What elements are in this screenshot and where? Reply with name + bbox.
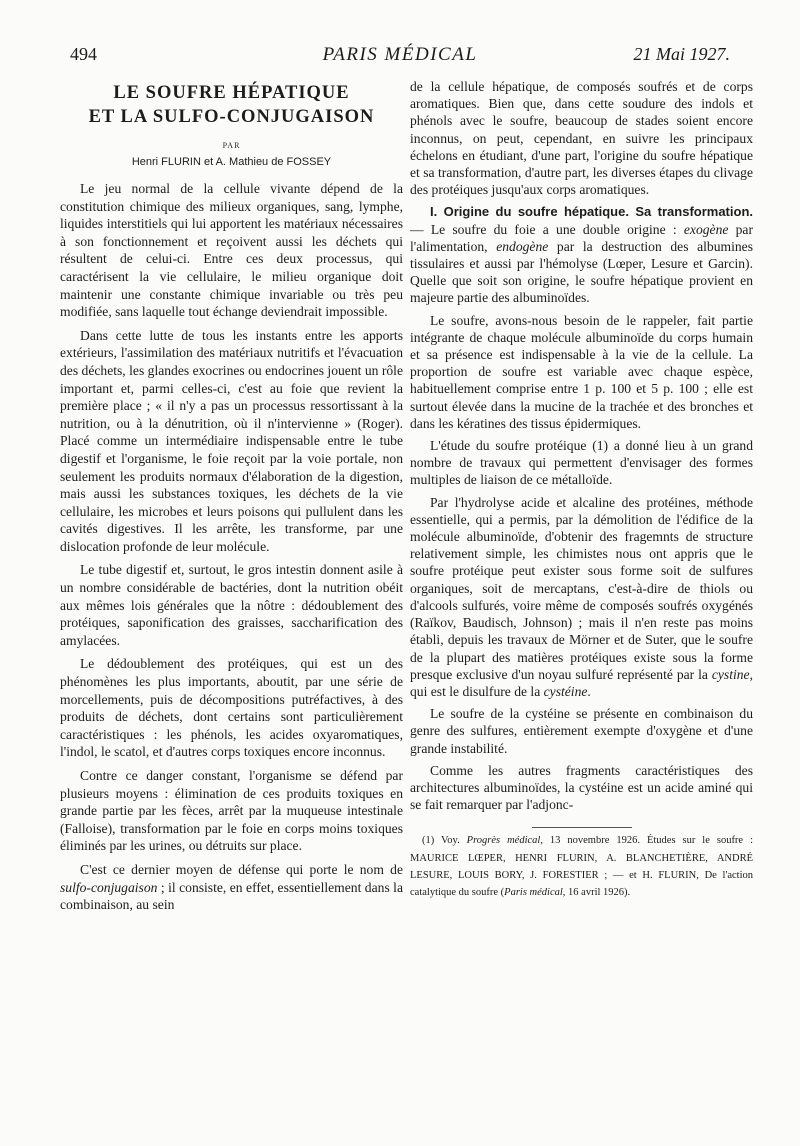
text-run: ; il consiste, en effet, essentiellement dans la combinaison, au sein (60, 879, 403, 913)
text-run: par l'alimentation, (410, 221, 753, 254)
text-run: par la destruction des albumines tissulaires et aussi par l'hémolyse (Lœper, Lesure et Garcin). Quelle que soit son origine, le soufre hépatique provient en majeure partie des albuminoïdes. (410, 238, 753, 306)
paragraph: Dans cette lutte de tous les instants entre les apports extérieurs, l'assimilation des matériaux nutritifs et l'évacuation des déchets, les glandes exocrines ou endocrines jouent un rôle important et, parmi celles-ci, c'est au foie que revient la première place ; « il n'y a pas un processus ressortissant à la nutrition, ou à la dénutrition, où il n'intervienne » (Roger). Placé comme un intermédiaire indispensable entre le tube digestif et l'organisme, le foie reçoit par la voie portale, non seulement les produits normaux d'élaboration de la digestion, mais aussi les substances toxiques, les déchets de la vie cellulaire, les microbes et leurs poisons qui pullulent dans les cavités digestives. Il les arrête, les transforme, par une dislocation profonde de leur molécule. (60, 327, 403, 554)
section-heading: I. Origine du soufre hépatique. Sa transformation. (430, 204, 753, 220)
paragraph: de la cellule hépatique, de composés soufrés et de corps aromatiques. Bien que, dans cette soudure des indols et phénols avec le soufre, beaucoup de stades soient encore inconnus, on peut, cependant, en suivre les principaux échelons en étudiant, d'une part, l'origine du soufre hépatique et sa transformation, d'autre part, les diverses étapes du clivage des protéiques jusqu'aux corps aromatiques. (410, 79, 753, 198)
text-run: — Le soufre du foie a une double origine : (410, 221, 684, 237)
paragraph (410, 494, 753, 700)
term-sulfo-conjugaison: sulfo-conjugaison (60, 879, 158, 895)
paragraph (60, 861, 403, 914)
paragraph: Le soufre de la cystéine se présente en combinaison du genre des sulfures, entièrement exempte d'oxygène et d'une grande instabilité. (410, 706, 753, 756)
paragraph: Le tube digestif et, surtout, le gros intestin donnent asile à un nombre considérable de bactéries, dont la nutrition obéit aux mêmes lois générales que la nôtre : dédoublement des protéiques, saponification des graisses, saccharification des amylacées. (60, 562, 403, 648)
page-header (0, 44, 800, 74)
byline-par: PAR (222, 141, 241, 150)
paragraph: Le dédoublement des protéiques, qui est un des phénomènes les plus importants, aboutit, par une série de morcellements, puis de décompositions putréfactives, à des produits de déchets, dont certains sont particulièrement caractéristiques : les phénols, les acides oxyaromatiques, l'indol, le scatol, et d'autres corps toxiques encore inconnus. (60, 656, 403, 760)
title-line-2: ET LA SULFO-CONJUGAISON (88, 107, 375, 127)
authors: Henri FLURIN et A. Mathieu de FOSSEY (131, 156, 332, 168)
term-endogene: endogène (496, 238, 549, 254)
text-run: (1) Voy. (422, 835, 467, 847)
paragraph: Contre ce danger constant, l'organisme se défend par plusieurs moyens : élimination de ces produits toxiques en grande partie par les fèces, arrêt par la muqueuse intestinale (Falloise), transformation par le foie en corps moins toxiques éliminés par les urines, ou détruits sur place. (60, 768, 403, 854)
citation-title: Progrès médical (466, 835, 541, 847)
title-line-1: LE SOUFRE HÉPATIQUE (113, 83, 350, 103)
term-cystine: cystine (711, 666, 750, 682)
paragraph: Le soufre, avons-nous besoin de le rappeler, fait partie intégrante de chaque molécule albuminoïde du corps humain et sa présence est indispensable à la vie de la cellule. La proportion de soufre est variable avec chaque espèce, habituellement comprise entre 1 p. 100 et 5 p. 100 ; elle est surtout élevée dans la mucine de la trachée et des bronches et dans les kératines des tissus épidermiques. (410, 312, 753, 431)
right-column (410, 78, 753, 906)
journal-name: PARIS MÉDICAL (322, 44, 478, 65)
term-cysteine: cystéine (543, 683, 588, 699)
text-run: C'est ce dernier moyen de défense qui porte le nom de (80, 861, 403, 877)
text-run: , 16 avril 1926). (562, 886, 631, 898)
text-run: , qui est le disulfure de la (410, 666, 753, 699)
issue-date: 21 Mai 1927. (633, 44, 730, 64)
paragraph: Comme les autres fragments caractéristiques des architectures albuminoïdes, la cystéine est un acide aminé qui se fait remarquer par l'adjonc- (410, 762, 753, 813)
text-run: , 13 novembre 1926. Études sur le soufre : MAURICE LŒPER, HENRI FLURIN, A. BLANCHETIÈRE, ANDRÉ LESURE, LOUIS BORY, J. FORESTIER ; — et H. FLURIN, De l'action catalytique du soufre ( (410, 835, 753, 898)
section-paragraph (410, 203, 753, 306)
term-exogene: exogène (683, 221, 729, 237)
left-column (60, 78, 403, 920)
text-run: Par l'hydrolyse acide et alcaline des protéines, méthode essentielle, qui a permis, par la démolition de l'édifice de la molécule albuminoïde, d'obtenir des fragemnts de structure relativement simple, les chimistes nous ont appris que le soufre protéique peut exister sous forme soit de sulfures organiques, soit de mercaptans, c'est-à-dire de thiols ou d'alcools sulfurés, voire même de composés soufrés oxygénés (Raïkov, Baudisch, Johnson) ; mais il n'en reste pas moins établi, depuis les travaux de Mörner et de Suter, que le soufre de la plupart des matières protéiques existe sous la forme presque exclusive d'un noyau sulfuré représenté par la (410, 494, 753, 682)
citation-title: Paris médical (504, 886, 563, 898)
paragraph: L'étude du soufre protéique (1) a donné lieu à un grand nombre de travaux qui permettent d'envisager des formes multiples de liaison de ce métalloïde. (410, 438, 753, 488)
text-run: . (587, 683, 591, 699)
article-title (60, 81, 403, 129)
footnote (410, 832, 753, 901)
paragraph: Le jeu normal de la cellule vivante dépend de la constitution chimique des milieux organiques, sang, lymphe, liquides interstitiels qui lui apportent les matériaux nécessaires à son fonctionnement et reçoivent aussi les déchets qui résultent de celui-ci. Entre ces deux processus, qui caractérisent la vie cellulaire, le milieu organique doit maintenir une constante chimique invariable ou très peu modifiée, sans laquelle tout échange deviendrait impossible. (60, 181, 403, 320)
footnote-divider (532, 827, 632, 828)
page-number: 494 (70, 44, 97, 64)
